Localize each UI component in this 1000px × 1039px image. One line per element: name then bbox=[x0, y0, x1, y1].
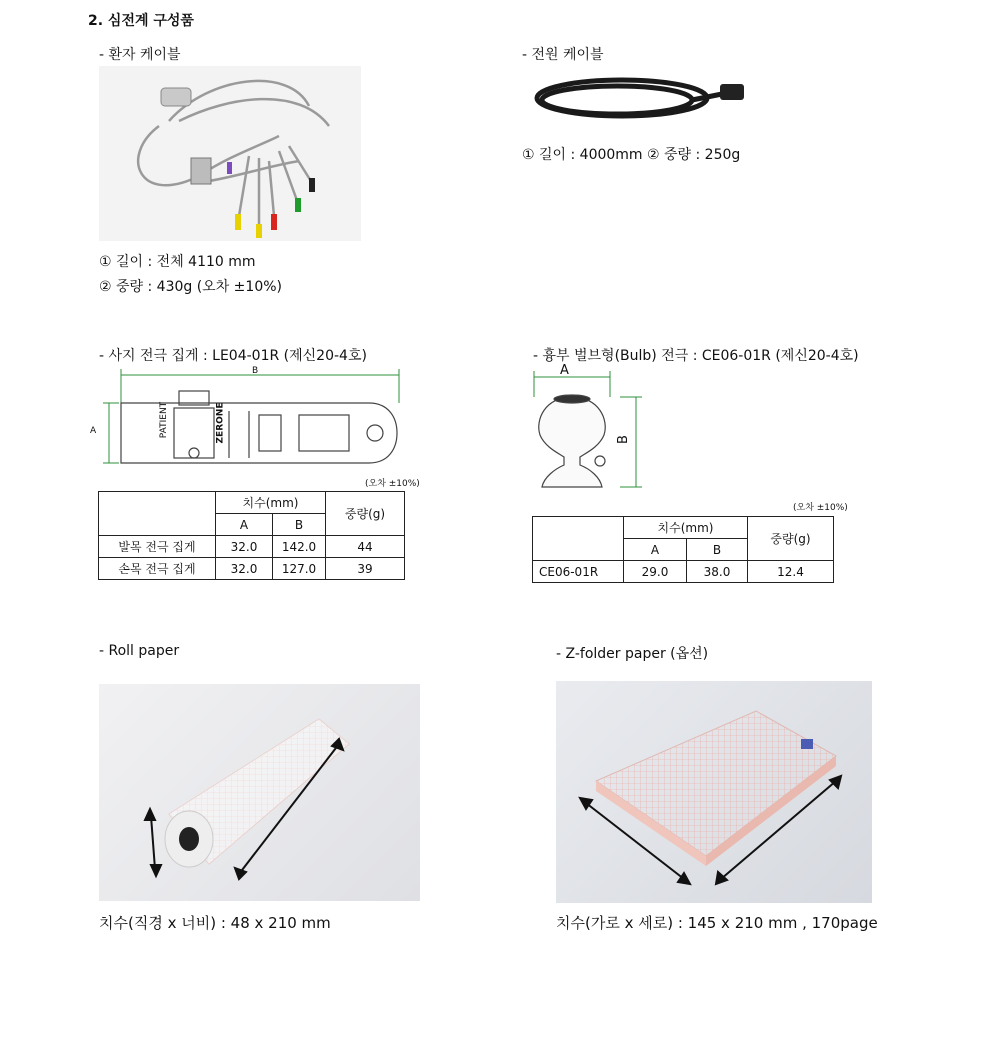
row-a: 32.0 bbox=[216, 536, 273, 558]
row-name: 발목 전극 집게 bbox=[99, 536, 216, 558]
page-heading: 2. 심전계 구성품 bbox=[88, 13, 194, 29]
header-b: B bbox=[687, 539, 748, 561]
header-weight: 중량(g) bbox=[748, 517, 834, 561]
z-folder-spec: 치수(가로 x 세로) : 145 x 210 mm , 170page bbox=[556, 914, 878, 932]
bulb-electrode-label: - 흉부 벌브형(Bulb) 전극 : CE06-01R (제신20-4호) bbox=[533, 348, 859, 364]
limb-dim-b: B bbox=[252, 366, 259, 376]
row-name: 손목 전극 집게 bbox=[99, 558, 216, 580]
patient-cable-length: ① 길이 : 전체 4110 mm bbox=[99, 254, 256, 270]
header-a: A bbox=[624, 539, 687, 561]
row-weight: 44 bbox=[326, 536, 405, 558]
table-row bbox=[99, 536, 405, 558]
bulb-dim-b: B bbox=[615, 435, 631, 444]
row-weight: 12.4 bbox=[748, 561, 834, 583]
row-b: 38.0 bbox=[687, 561, 748, 583]
header-weight: 중량(g) bbox=[326, 492, 405, 536]
limb-tolerance: (오차 ±10%) bbox=[365, 479, 420, 489]
z-folder-image bbox=[556, 681, 872, 903]
bulb-tolerance: (오차 ±10%) bbox=[793, 503, 848, 513]
header-dims: 치수(mm) bbox=[216, 492, 326, 514]
table-row bbox=[99, 558, 405, 580]
roll-paper-spec: 치수(직경 x 너비) : 48 x 210 mm bbox=[99, 914, 331, 932]
roll-paper-image bbox=[99, 684, 420, 901]
patient-cable-image bbox=[99, 66, 361, 241]
row-a: 32.0 bbox=[216, 558, 273, 580]
patient-cable-weight: ② 중량 : 430g (오차 ±10%) bbox=[99, 279, 282, 295]
bulb-electrode-table bbox=[532, 516, 834, 583]
table-corner bbox=[99, 492, 216, 536]
power-cable-spec: ① 길이 : 4000mm ② 중량 : 250g bbox=[522, 147, 741, 163]
row-b: 142.0 bbox=[273, 536, 326, 558]
limb-clamp-table bbox=[98, 491, 405, 580]
header-dims: 치수(mm) bbox=[624, 517, 748, 539]
header-b: B bbox=[273, 514, 326, 536]
patient-cable-label: - 환자 케이블 bbox=[99, 47, 181, 63]
bulb-dim-a: A bbox=[560, 363, 569, 378]
power-cable-image bbox=[522, 66, 752, 136]
row-a: 29.0 bbox=[624, 561, 687, 583]
row-name: CE06-01R bbox=[533, 561, 624, 583]
row-b: 127.0 bbox=[273, 558, 326, 580]
limb-dim-a: A bbox=[90, 426, 97, 436]
roll-paper-label: - Roll paper bbox=[99, 643, 180, 659]
table-row bbox=[533, 561, 834, 583]
power-cable-label: - 전원 케이블 bbox=[522, 47, 604, 63]
header-a: A bbox=[216, 514, 273, 536]
limb-clamp-drawing bbox=[99, 363, 404, 473]
z-folder-label: - Z-folder paper (옵션) bbox=[556, 646, 709, 662]
limb-device-text-brand: ZERONE bbox=[215, 402, 226, 444]
row-weight: 39 bbox=[326, 558, 405, 580]
limb-device-text-patient: PATIENT bbox=[159, 401, 170, 439]
bulb-electrode-drawing bbox=[530, 365, 650, 490]
table-corner bbox=[533, 517, 624, 561]
limb-clamp-label: - 사지 전극 집게 : LE04-01R (제신20-4호) bbox=[99, 348, 367, 364]
